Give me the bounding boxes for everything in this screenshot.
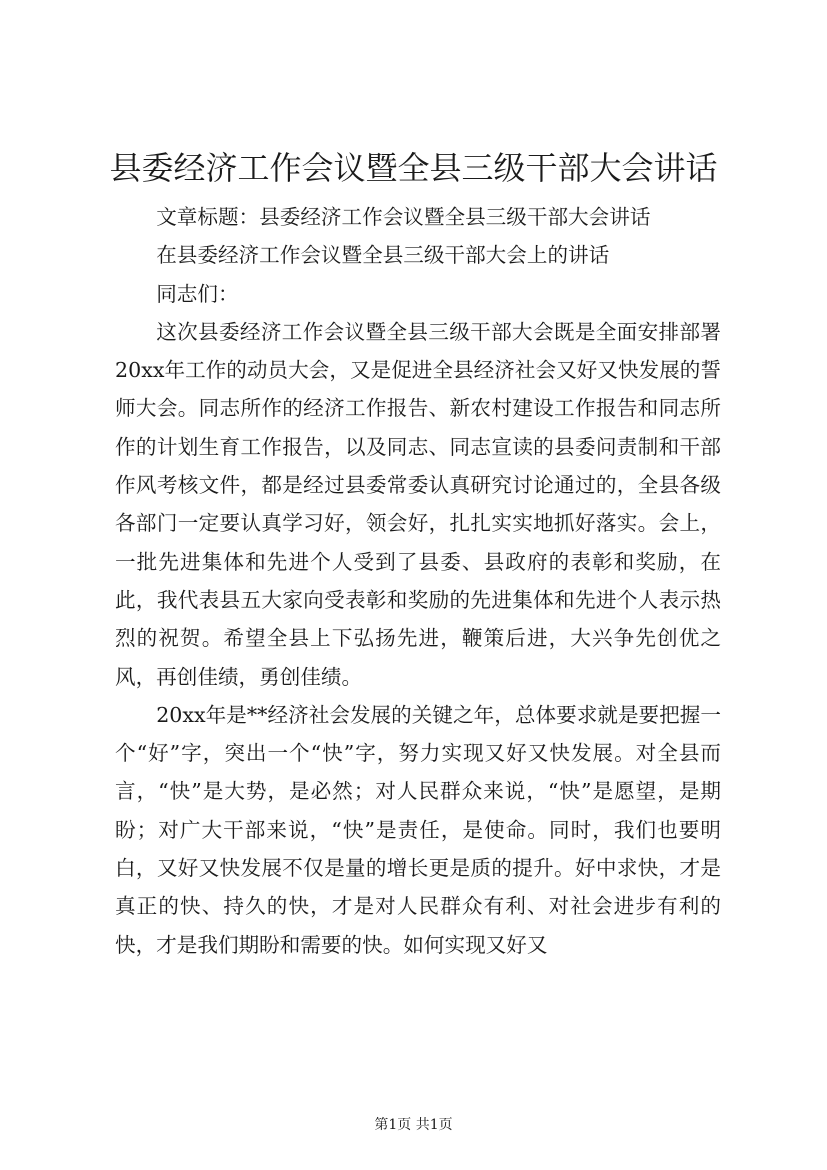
document-body <box>115 198 721 964</box>
body-paragraph: 这次县委经济工作会议暨全县三级干部大会既是全面安排部署20xx年工作的动员大会，又是促进全县经济社会又好又快发展的誓师大会。同志所作的经济工作报告、新农村建设工作报告和同志所作的计划生育工作报告，以及同志、同志宣读的县委问责制和干部作风考核文件，都是经过县委常委认真研究讨论通过的，全县各级各部门一定要认真学习好，领会好，扎扎实实地抓好落实。会上，一批先进集体和先进个人受到了县委、县政府的表彰和奖励，在此，我代表县五大家向受表彰和奖励的先进集体和先进个人表示热烈的祝贺。希望全县上下弘扬先进，鞭策后进，大兴争先创优之风，再创佳绩，勇创佳绩。 <box>115 319 721 689</box>
body-paragraph: 20xx年是**经济社会发展的关键之年，总体要求就是要把握一个“好”字，突出一个“快”字，努力实现又好又快发展。对全县而言，“快”是大势，是必然；对人民群众来说，“快”是愿望，是期盼；对广大干部来说，“快”是责任，是使命。同时，我们也要明白，又好又快发展不仅是量的增长更是质的提升。好中求快，才是真正的快、持久的快，才是对人民群众有利、对社会进步有利的快，才是我们期盼和需要的快。如何实现又好又 <box>115 702 721 957</box>
salutation: 同志们： <box>156 281 239 306</box>
page-footer: 第1页 共1页 <box>374 1117 453 1133</box>
document-title: 县委经济工作会议暨全县三级干部大会讲话 <box>109 149 718 187</box>
subtitle-line: 在县委经济工作会议暨全县三级干部大会上的讲话 <box>156 243 610 268</box>
article-title-line: 文章标题：县委经济工作会议暨全县三级干部大会讲话 <box>156 205 651 229</box>
